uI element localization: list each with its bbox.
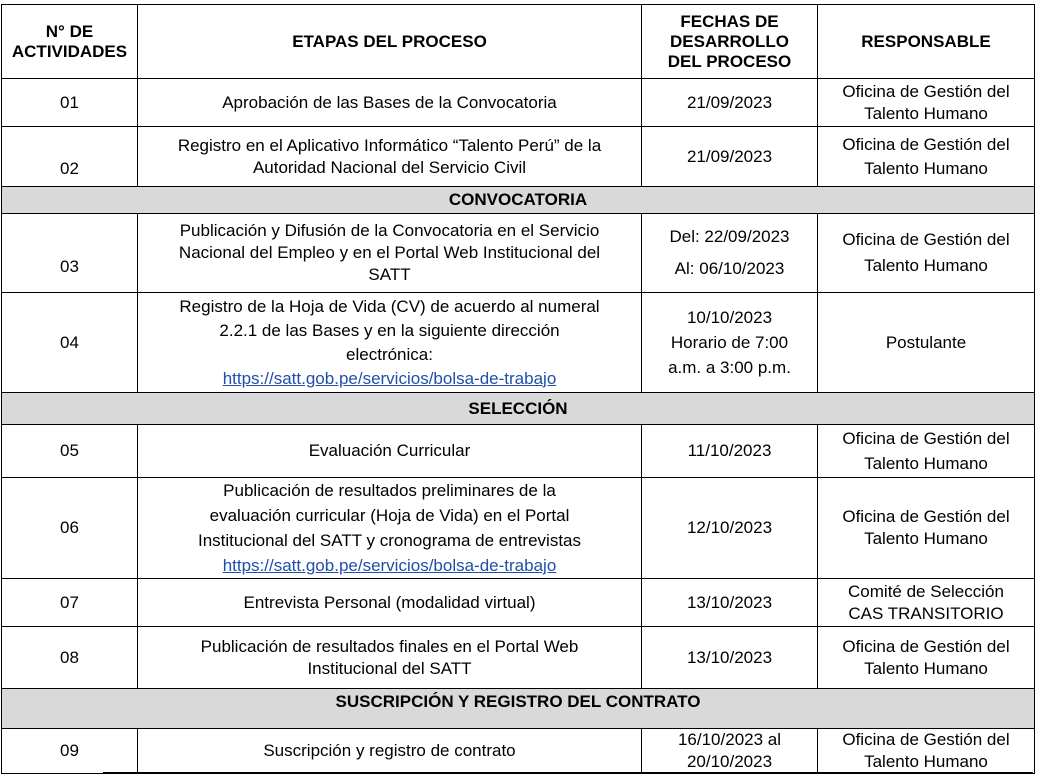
job-board-link[interactable]: https://satt.gob.pe/servicios/bolsa-de-trabajo (222, 368, 557, 388)
activity-responsible: Postulante (818, 293, 1035, 393)
header-row (2, 5, 1035, 79)
activity-responsible: Oficina de Gestión del Talento Humano (818, 214, 1035, 293)
table-row (2, 127, 1035, 187)
activity-responsible: Oficina de Gestión del Talento Humano (818, 478, 1035, 579)
activity-responsible: Oficina de Gestión del Talento Humano (818, 729, 1035, 774)
activity-number: 06 (2, 478, 138, 579)
activity-date: 10/10/2023 Horario de 7:00 a.m. a 3:00 p.m. (642, 293, 818, 393)
activity-stage: Publicación de resultados finales en el Portal Web Institucional del SATT (138, 627, 642, 689)
header-process-stages: ETAPAS DEL PROCESO (138, 5, 642, 79)
table-row (2, 729, 1035, 774)
activity-responsible: Oficina de Gestión del Talento Humano (818, 79, 1035, 127)
activity-number: 07 (2, 579, 138, 627)
activity-stage: Registro en el Aplicativo Informático “Talento Perú” de la Autoridad Nacional del Servicio Civil (138, 127, 642, 187)
table-row (2, 214, 1035, 293)
date-from: Del: 22/09/2023 (669, 227, 790, 246)
activity-number: 01 (2, 79, 138, 127)
activity-stage (138, 478, 642, 579)
activity-stage: Entrevista Personal (modalidad virtual) (138, 579, 642, 627)
table-row (2, 579, 1035, 627)
activity-date: 11/10/2023 (642, 425, 818, 478)
activity-date-range (642, 214, 818, 293)
stage-text: Publicación de resultados preliminares de la evaluación curricular (Hoja de Vida) en el Portal Institucional del SATT y cronograma de entrevistas (198, 481, 581, 550)
activity-date: 16/10/2023 al 20/10/2023 (642, 729, 818, 774)
table-row (2, 425, 1035, 478)
activity-number: 04 (2, 293, 138, 393)
section-title: CONVOCATORIA (2, 187, 1035, 214)
section-row (2, 689, 1035, 729)
activity-responsible: Comité de Selección CAS TRANSITORIO (818, 579, 1035, 627)
activity-date: 13/10/2023 (642, 579, 818, 627)
section-title: SELECCIÓN (2, 393, 1035, 425)
header-process-dates: FECHAS DE DESARROLLO DEL PROCESO (642, 5, 818, 79)
activity-stage: Suscripción y registro de contrato (138, 729, 642, 774)
activity-responsible: Oficina de Gestión del Talento Humano (818, 425, 1035, 478)
table-row (2, 478, 1035, 579)
activity-number: 09 (2, 729, 138, 774)
stage-text: Registro de la Hoja de Vida (CV) de acuerdo al numeral 2.2.1 de las Bases y en la siguiente dirección electrónica: (179, 296, 600, 364)
activity-stage: Publicación y Difusión de la Convocatoria en el Servicio Nacional del Empleo y en el Portal Web Institucional del SATT (138, 214, 642, 293)
activity-stage: Aprobación de las Bases de la Convocatoria (138, 79, 642, 127)
section-row (2, 187, 1035, 214)
activity-date: 21/09/2023 (642, 79, 818, 127)
bottom-divider (103, 772, 1033, 773)
section-row (2, 393, 1035, 425)
activity-date: 21/09/2023 (642, 127, 818, 187)
table-row (2, 627, 1035, 689)
activity-number: 03 (2, 214, 138, 293)
activity-stage: Evaluación Curricular (138, 425, 642, 478)
activity-stage (138, 293, 642, 393)
table-row (2, 79, 1035, 127)
activity-responsible: Oficina de Gestión del Talento Humano (818, 127, 1035, 187)
job-board-link[interactable]: https://satt.gob.pe/servicios/bolsa-de-trabajo (222, 556, 557, 575)
activity-responsible: Oficina de Gestión del Talento Humano (818, 627, 1035, 689)
date-to: Al: 06/10/2023 (674, 259, 785, 278)
schedule-table (1, 4, 1035, 774)
activity-number: 08 (2, 627, 138, 689)
activity-date: 12/10/2023 (642, 478, 818, 579)
header-activity-number: N° DE ACTIVIDADES (2, 5, 138, 79)
table-row (2, 293, 1035, 393)
activity-number: 02 (2, 127, 138, 187)
header-responsible: RESPONSABLE (818, 5, 1035, 79)
activity-number: 05 (2, 425, 138, 478)
activity-date: 13/10/2023 (642, 627, 818, 689)
section-title: SUSCRIPCIÓN Y REGISTRO DEL CONTRATO (2, 689, 1035, 729)
